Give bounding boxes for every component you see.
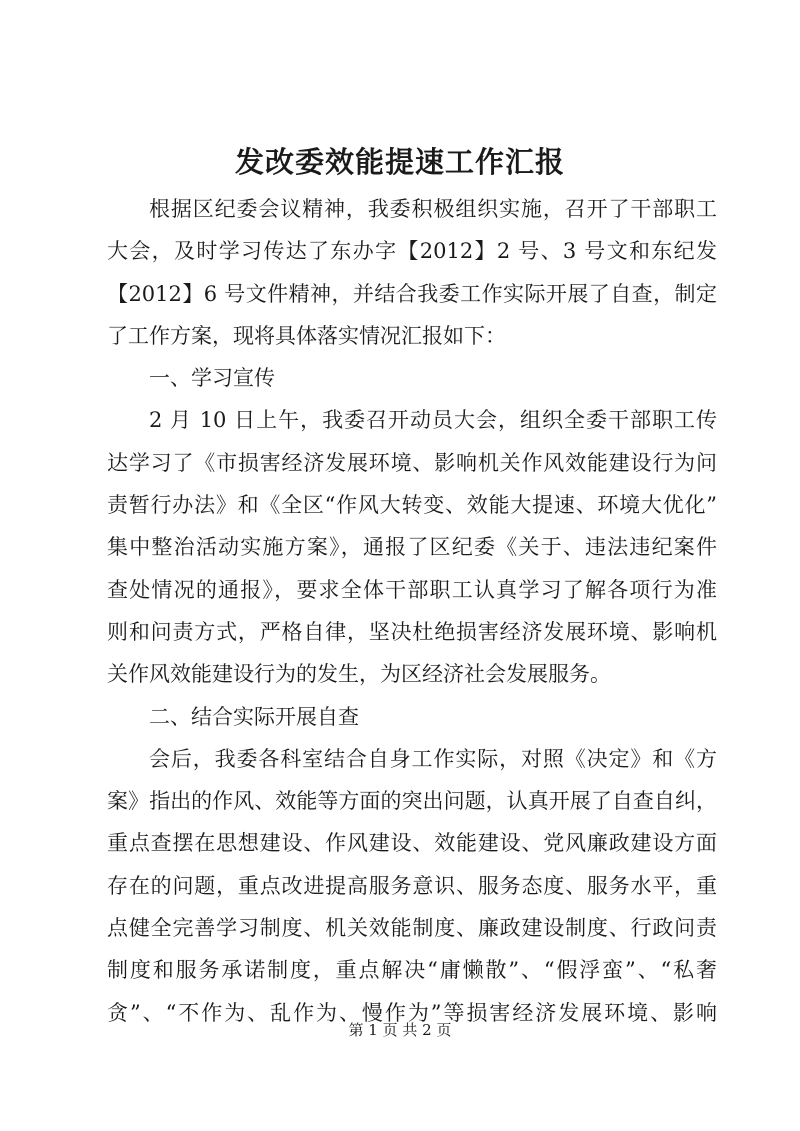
paragraph-line: 达学习了《市损害经济发展环境、影响机关作风效能建设行为问 (107, 450, 717, 475)
paragraph-line: 点健全完善学习制度、机关效能制度、廉政建设制度、行政问责 (107, 916, 717, 941)
section-heading: 一、学习宣传 (149, 366, 275, 391)
paragraph-line: 【2012】6 号文件精神，并结合我委工作实际开展了自查，制定 (107, 281, 717, 306)
paragraph-line: 责暂行办法》和《全区“作风大转变、效能大提速、环境大优化” (107, 493, 717, 518)
paragraph-line: 查处情况的通报》，要求全体干部职工认真学习了解各项行为准 (107, 577, 717, 602)
paragraph-line: 重点查摆在思想建设、作风建设、效能建设、党风廉政建设方面 (107, 831, 717, 856)
paragraph-line: 案》指出的作风、效能等方面的突出问题，认真开展了自查自纠， (107, 789, 717, 814)
paragraph-line: 关作风效能建设行为的发生，为区经济社会发展服务。 (107, 662, 611, 687)
paragraph-line: 了工作方案，现将具体落实情况汇报如下： (107, 323, 506, 348)
document-body (107, 188, 717, 1034)
paragraph-line: 存在的问题，重点改进提高服务意识、服务态度、服务水平，重 (107, 873, 717, 898)
paragraph-line: 贪”、“不作为、乱作为、慢作为”等损害经济发展环境、影响 (107, 1000, 717, 1025)
section-heading: 二、结合实际开展自查 (149, 704, 359, 729)
paragraph-line: 则和问责方式，严格自律，坚决杜绝损害经济发展环境、影响机 (107, 619, 717, 644)
paragraph-line: 集中整治活动实施方案》，通报了区纪委《关于、违法违纪案件 (107, 535, 717, 560)
paragraph-line: 大会，及时学习传达了东办字【2012】2 号、3 号文和东纪发 (107, 239, 717, 264)
document-title: 发改委效能提速工作汇报 (234, 145, 565, 179)
paragraph-line: 会后，我委各科室结合自身工作实际，对照《决定》和《方 (149, 746, 717, 771)
page-number-footer: 第 1 页 共 2 页 (348, 1021, 452, 1039)
paragraph-line: 根据区纪委会议精神，我委积极组织实施，召开了干部职工 (149, 197, 717, 221)
paragraph-line: 制度和服务承诺制度，重点解决“庸懒散”、“假浮蛮”、“私奢 (107, 958, 717, 983)
paragraph-line: 2 月 10 日上午，我委召开动员大会，组织全委干部职工传 (149, 408, 717, 433)
